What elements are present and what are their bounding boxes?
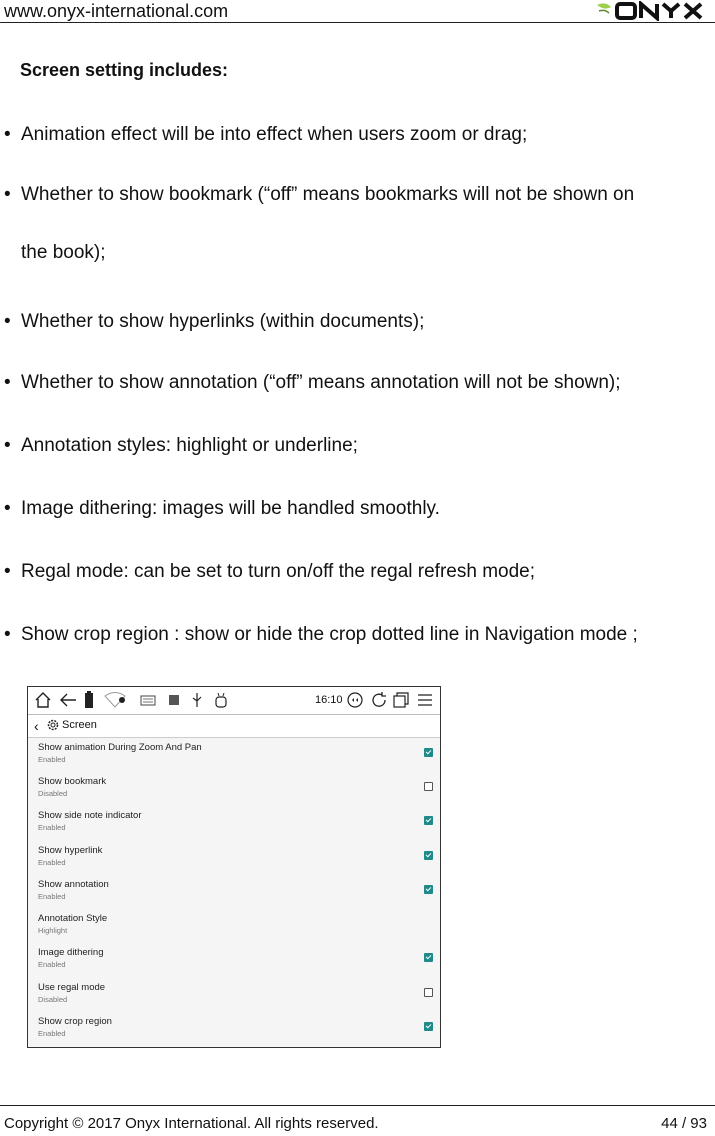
back-arrow-icon[interactable]: [58, 691, 78, 709]
status-time: 16:10: [315, 694, 343, 706]
wifi-icon: [104, 691, 126, 709]
setting-row[interactable]: [38, 1016, 433, 1046]
list-item-text: Annotation styles: highlight or underline;: [21, 435, 358, 456]
setting-value: Enabled: [38, 755, 66, 764]
status-bar: [28, 687, 440, 715]
setting-title: Show bookmark: [38, 776, 107, 787]
setting-row[interactable]: [38, 982, 433, 1012]
page-title: Screen: [62, 719, 97, 731]
footer-copyright: Copyright © 2017 Onyx International. All rights reserved.: [4, 1115, 379, 1132]
setting-value: Enabled: [38, 858, 66, 867]
bullet-icon: •: [4, 184, 11, 205]
square-icon: [168, 691, 180, 709]
onyx-leaf-logo-icon: [595, 1, 713, 21]
setting-checkbox[interactable]: [424, 851, 433, 860]
setting-value: Enabled: [38, 960, 66, 969]
setting-value: Enabled: [38, 892, 66, 901]
setting-value: Highlight: [38, 926, 68, 935]
bullet-icon: •: [4, 435, 11, 456]
setting-title: Image dithering: [38, 947, 104, 958]
page-header: [0, 0, 715, 23]
setting-title: Show hyperlink: [38, 845, 103, 856]
chevron-left-icon[interactable]: ‹: [34, 718, 39, 734]
device-screenshot: [27, 686, 441, 1048]
list-item-text: Whether to show bookmark (“off” means bookmarks will not be shown on: [21, 184, 635, 205]
usb-icon: [190, 691, 204, 709]
setting-value: Enabled: [38, 1029, 66, 1038]
header-url[interactable]: www.onyx-international.com: [4, 1, 229, 21]
setting-checkbox[interactable]: [424, 748, 433, 757]
menu-icon[interactable]: [416, 691, 434, 709]
setting-checkbox[interactable]: [424, 988, 433, 997]
setting-checkbox[interactable]: [424, 953, 433, 962]
setting-title: Show animation During Zoom And Pan: [38, 742, 202, 753]
battery-icon: [84, 691, 94, 709]
setting-title: Show side note indicator: [38, 810, 142, 821]
setting-row[interactable]: [38, 776, 433, 806]
list-item-text: Show crop region : show or hide the crop dotted line in Navigation mode ;: [21, 624, 638, 645]
setting-title: Annotation Style: [38, 913, 108, 924]
bullet-icon: •: [4, 498, 11, 519]
bullet-icon: •: [4, 124, 11, 145]
setting-row[interactable]: [38, 810, 433, 840]
list-item-text: Whether to show annotation (“off” means annotation will not be shown);: [21, 372, 621, 393]
volume-icon[interactable]: [346, 691, 364, 709]
setting-checkbox[interactable]: [424, 885, 433, 894]
home-icon[interactable]: [34, 691, 52, 709]
setting-value: Disabled: [38, 995, 68, 1004]
bullet-icon: •: [4, 372, 11, 393]
bullet-icon: •: [4, 624, 11, 645]
setting-checkbox[interactable]: [424, 782, 433, 791]
nav-bar: [28, 715, 440, 738]
setting-row[interactable]: [38, 879, 433, 909]
setting-value: Disabled: [38, 789, 68, 798]
setting-row[interactable]: [38, 845, 433, 875]
bullet-icon: •: [4, 561, 11, 582]
setting-checkbox[interactable]: [424, 816, 433, 825]
setting-row[interactable]: [38, 947, 433, 977]
list-item-text: Whether to show hyperlinks (within documents);: [21, 311, 425, 332]
setting-title: Show annotation: [38, 879, 109, 890]
setting-row[interactable]: [38, 913, 433, 943]
page-number: 44 / 93: [661, 1115, 707, 1132]
android-icon: [214, 691, 228, 709]
setting-checkbox[interactable]: [424, 1022, 433, 1031]
list-item-text-continued: the book);: [21, 242, 106, 263]
bullet-icon: •: [4, 311, 11, 332]
section-heading: Screen setting includes:: [20, 60, 229, 80]
setting-row[interactable]: [38, 742, 433, 772]
gear-icon: [46, 718, 60, 732]
list-item-text: Regal mode: can be set to turn on/off the regal refresh mode;: [21, 561, 536, 582]
keyboard-icon: [140, 691, 156, 709]
refresh-icon[interactable]: [370, 691, 388, 709]
multi-window-icon[interactable]: [392, 691, 410, 709]
setting-value: Enabled: [38, 823, 66, 832]
list-item-text: Animation effect will be into effect when users zoom or drag;: [21, 124, 528, 145]
setting-title: Show crop region: [38, 1016, 112, 1027]
footer-divider: [0, 1105, 715, 1106]
list-item-text: Image dithering: images will be handled smoothly.: [21, 498, 440, 519]
setting-title: Use regal mode: [38, 982, 106, 993]
onyx-logo: [595, 1, 713, 26]
